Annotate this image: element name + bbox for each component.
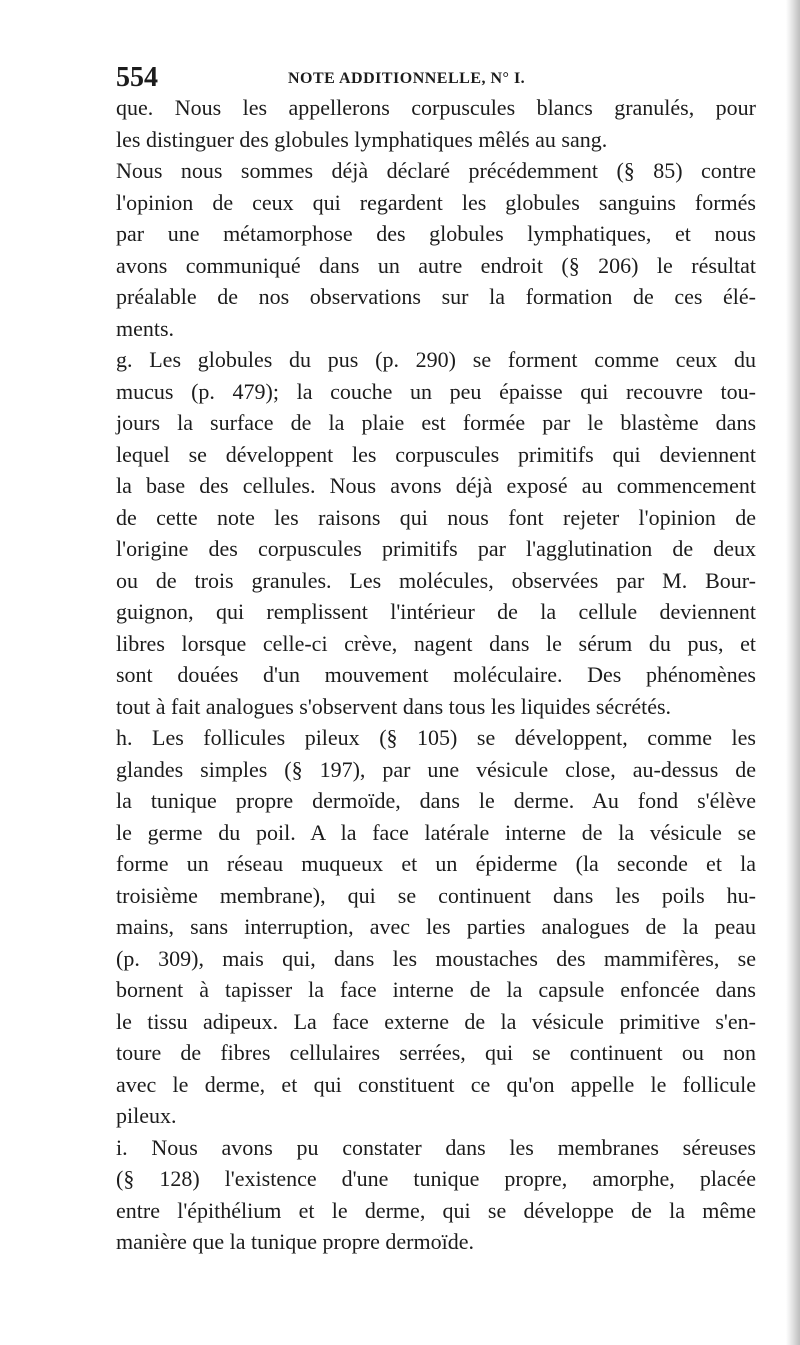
text-line: lequel se développent les corpuscules primitifs qui deviennent [116, 441, 756, 467]
text-line: la tunique propre dermoïde, dans le derme. Au fond s'élève [116, 788, 756, 813]
text-line: mains, sans interruption, avec les parties analogues de la peau [116, 914, 756, 939]
text-line: ou de trois granules. Les molécules, observées par M. Bour- [116, 567, 756, 593]
text-line: Nous nous sommes déjà déclaré précédemment (§ 85) contre [116, 158, 756, 183]
text-line: glandes simples (§ 197), par une vésicule close, au-dessus de [116, 756, 756, 782]
text-line: avec le derme, et qui constituent ce qu'on appelle le follicule [116, 1071, 756, 1097]
page-number: 554 [116, 62, 158, 93]
text-line: l'opinion de ceux qui regardent les globules sanguins formés [116, 189, 756, 215]
text-line: ments. [116, 315, 175, 341]
text-line: pileux. [116, 1103, 177, 1128]
text-line: toure de fibres cellulaires serrées, qui se continuent ou non [116, 1040, 756, 1065]
text-line: (p. 309), mais qui, dans les moustaches des mammifères, se [116, 945, 756, 971]
text-line: le germe du poil. A la face latérale interne de la vésicule se [116, 819, 756, 845]
text-line: le tissu adipeux. La face externe de la vésicule primitive s'en- [116, 1008, 756, 1034]
text-line: guignon, qui remplissent l'intérieur de la cellule deviennent [116, 599, 756, 624]
page-header [116, 62, 756, 96]
text-line: g. Les globules du pus (p. 290) se forment comme ceux du [116, 347, 756, 372]
text-line: de cette note les raisons qui nous font rejeter l'opinion de [116, 504, 756, 530]
text-line: les distinguer des globules lymphatiques mêlés au sang. [116, 126, 608, 152]
text-line: (§ 128) l'existence d'une tunique propre, amorphe, placée [116, 1166, 756, 1191]
text-line: libres lorsque celle-ci crève, nagent dans le sérum du pus, et [116, 630, 756, 656]
text-line: bornent à tapisser la face interne de la capsule enfoncée dans [116, 977, 756, 1002]
text-line: troisième membrane), qui se continuent dans les poils hu- [116, 882, 756, 908]
text-line: mucus (p. 479); la couche un peu épaisse qui recouvre tou- [116, 378, 756, 404]
text-line: manière que la tunique propre dermoïde. [116, 1229, 474, 1254]
text-line: la base des cellules. Nous avons déjà exposé au commencement [116, 473, 756, 498]
page-edge-shadow [786, 0, 800, 1345]
text-line: sont douées d'un mouvement moléculaire. Des phénomènes [116, 662, 756, 687]
running-head: NOTE ADDITIONNELLE, N° I. [288, 70, 526, 87]
text-line: i. Nous avons pu constater dans les membranes séreuses [116, 1134, 756, 1160]
text-line: l'origine des corpuscules primitifs par l'agglutination de deux [116, 536, 756, 561]
text-line: avons communiqué dans un autre endroit (§ 206) le résultat [116, 252, 756, 278]
text-line: jours la surface de la plaie est formée par le blastème dans [116, 410, 756, 435]
text-line: que. Nous les appellerons corpuscules blancs granulés, pour [116, 95, 756, 120]
text-line: forme un réseau muqueux et un épiderme (la seconde et la [116, 851, 756, 876]
text-line: préalable de nos observations sur la formation de ces élé- [116, 284, 756, 309]
body-text [116, 92, 756, 1258]
text-line: h. Les follicules pileux (§ 105) se développent, comme les [116, 725, 756, 750]
text-line: par une métamorphose des globules lymphatiques, et nous [116, 221, 756, 246]
text-line: entre l'épithélium et le derme, qui se développe de la même [116, 1197, 756, 1223]
text-line: tout à fait analogues s'observent dans tous les liquides sécrétés. [116, 693, 672, 719]
